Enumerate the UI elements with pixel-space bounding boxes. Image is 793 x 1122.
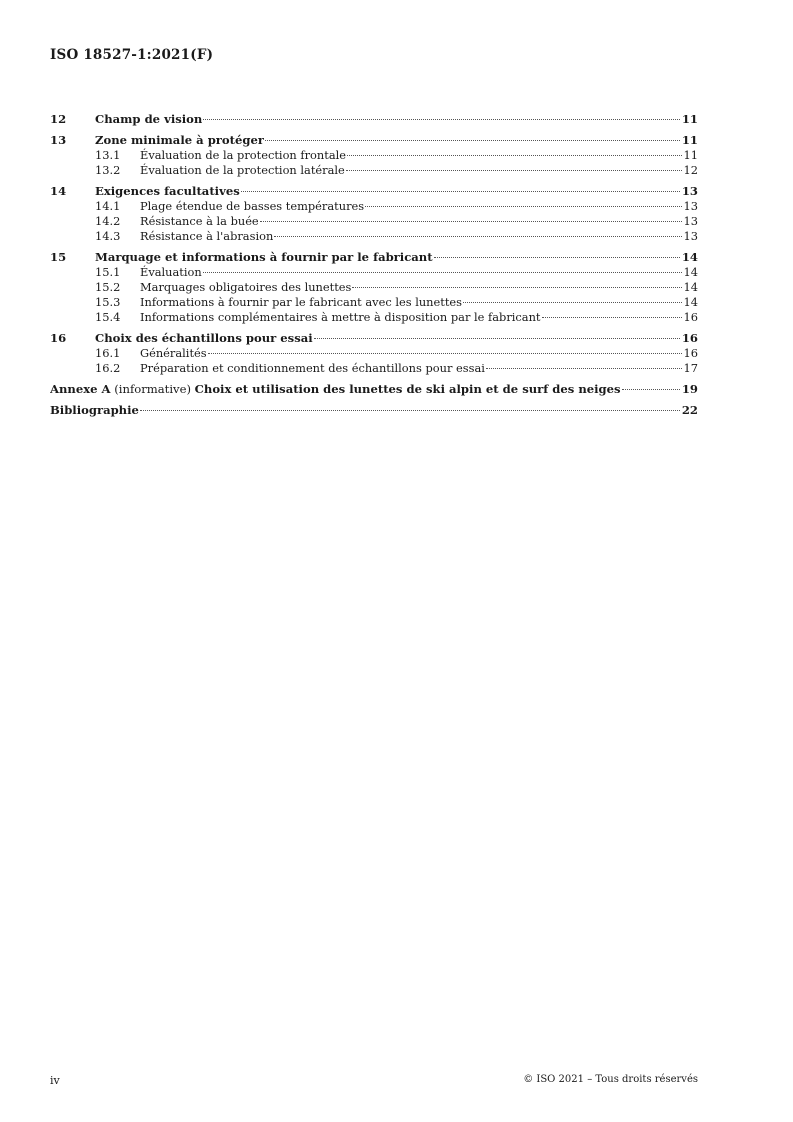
toc-leader [347, 155, 682, 156]
toc-entry[interactable] [50, 310, 698, 325]
toc-page-number: 11 [681, 112, 698, 126]
toc-entry[interactable] [50, 280, 698, 295]
toc-page-number: 13 [683, 214, 698, 228]
toc-section-number: 14.1 [95, 199, 121, 213]
toc-entry[interactable] [50, 295, 698, 310]
toc-page-number: 16 [683, 346, 698, 360]
toc-entry[interactable] [50, 199, 698, 214]
toc-entry[interactable] [50, 133, 698, 148]
toc-section-number: 13 [50, 133, 67, 147]
toc-page-number: 11 [683, 148, 698, 162]
toc-section-title: Marquage et informations à fournir par le fabricant [95, 250, 433, 264]
toc-leader [463, 302, 682, 303]
toc-section-title: Plage étendue de basses températures [140, 199, 365, 213]
toc-entry[interactable] [50, 229, 698, 244]
toc-leader [434, 257, 680, 258]
toc-leader [365, 206, 681, 207]
toc-section-number: 15.3 [95, 295, 121, 309]
toc-page-number: 14 [683, 265, 698, 279]
toc-leader [346, 170, 682, 171]
toc-leader [203, 272, 682, 273]
toc-leader [208, 353, 682, 354]
toc-section-number: 13.2 [95, 163, 121, 177]
toc-leader [203, 119, 680, 120]
toc-page-number: 19 [681, 382, 698, 396]
toc-section-title: Préparation et conditionnement des échantillons pour essai [140, 361, 485, 375]
annex-title: Choix et utilisation des lunettes de ski alpin et de surf des neiges [194, 382, 621, 396]
toc-section-title: Marquages obligatoires des lunettes [140, 280, 352, 294]
toc-entry[interactable] [50, 163, 698, 178]
toc-entry[interactable] [50, 184, 698, 199]
toc-leader [140, 410, 680, 411]
toc-leader [314, 338, 680, 339]
toc-leader [241, 191, 680, 192]
toc-entry[interactable] [50, 331, 698, 346]
toc-section-number: 16 [50, 331, 67, 345]
toc-section-title: Choix des échantillons pour essai [95, 331, 313, 345]
toc-section-title: Champ de vision [95, 112, 203, 126]
document-id: ISO 18527-1:2021(F) [50, 47, 214, 63]
toc-section-title: Généralités [140, 346, 207, 360]
annex-qualifier: (informative) [110, 382, 195, 396]
toc-section-title: Évaluation de la protection latérale [140, 163, 345, 177]
footer-copyright: © ISO 2021 – Tous droits réservés [523, 1074, 698, 1085]
toc-section-number: 12 [50, 112, 67, 126]
toc-section-title: Résistance à l'abrasion [140, 229, 274, 243]
toc-leader [274, 236, 681, 237]
toc-section-number: 16.2 [95, 361, 121, 375]
toc-section-number: 14.3 [95, 229, 121, 243]
toc-entry[interactable] [50, 346, 698, 361]
toc-page-number: 16 [683, 310, 698, 324]
toc-entry[interactable] [50, 361, 698, 376]
annex-label: Annexe A [50, 382, 111, 396]
footer-page-number: iv [50, 1074, 60, 1087]
table-of-contents [50, 112, 698, 418]
toc-leader [542, 317, 682, 318]
toc-entry[interactable] [50, 250, 698, 265]
toc-page-number: 14 [681, 250, 698, 264]
toc-leader [352, 287, 681, 288]
toc-annex-title [50, 382, 621, 397]
toc-page-number: 13 [681, 184, 698, 198]
toc-section-number: 15.1 [95, 265, 121, 279]
toc-section-title: Évaluation [140, 265, 202, 279]
toc-section-number: 14.2 [95, 214, 121, 228]
toc-section-title: Informations complémentaires à mettre à disposition par le fabricant [140, 310, 541, 324]
toc-section-number: 16.1 [95, 346, 121, 360]
toc-section-number: 13.1 [95, 148, 121, 162]
toc-leader [265, 140, 680, 141]
toc-section-title: Résistance à la buée [140, 214, 259, 228]
toc-section-title: Évaluation de la protection frontale [140, 148, 346, 162]
toc-page-number: 11 [681, 133, 698, 147]
toc-entries [50, 112, 698, 376]
toc-annex-a[interactable] [50, 382, 698, 397]
toc-section-title: Informations à fournir par le fabricant avec les lunettes [140, 295, 462, 309]
toc-section-number: 15.2 [95, 280, 121, 294]
toc-page-number: 13 [683, 229, 698, 243]
toc-page-number: 12 [683, 163, 698, 177]
toc-entry[interactable] [50, 265, 698, 280]
toc-section-number: 15.4 [95, 310, 121, 324]
toc-section-title: Exigences facultatives [95, 184, 240, 198]
toc-bibliography[interactable] [50, 403, 698, 418]
toc-bibliography-title: Bibliographie [50, 403, 139, 417]
toc-page-number: 14 [683, 280, 698, 294]
toc-page-number: 16 [681, 331, 698, 345]
toc-entry[interactable] [50, 148, 698, 163]
toc-section-number: 15 [50, 250, 67, 264]
toc-leader [622, 389, 680, 390]
toc-page-number: 17 [683, 361, 698, 375]
toc-page-number: 22 [681, 403, 698, 417]
toc-page-number: 13 [683, 199, 698, 213]
toc-page-number: 14 [683, 295, 698, 309]
toc-leader [486, 368, 682, 369]
toc-entry[interactable] [50, 214, 698, 229]
toc-leader [260, 221, 682, 222]
toc-entry[interactable] [50, 112, 698, 127]
toc-section-number: 14 [50, 184, 67, 198]
toc-section-title: Zone minimale à protéger [95, 133, 264, 147]
